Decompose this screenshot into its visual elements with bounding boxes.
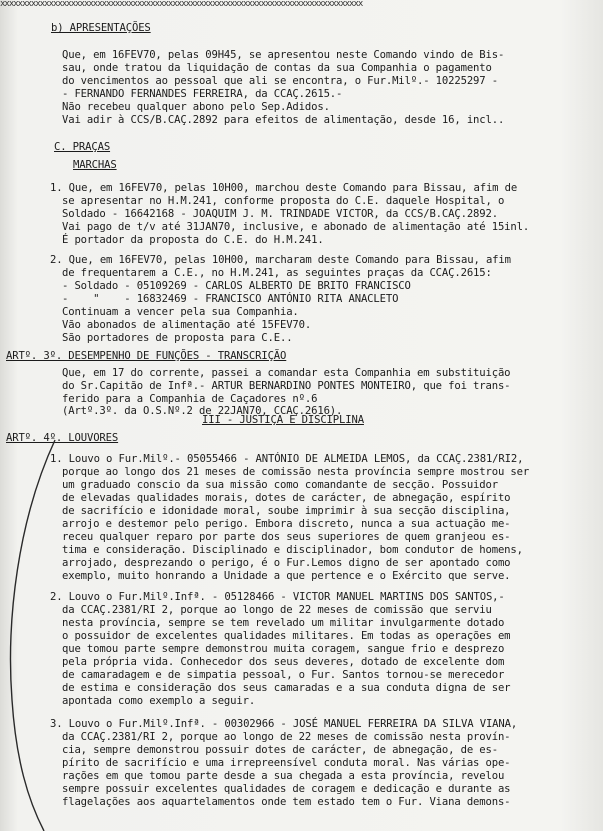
text-line: Não recebeu qualquer abono pelo Sep.Adidos. (62, 101, 330, 113)
text-line: ferido para a Companhia de Caçadores nº.6 (62, 393, 318, 405)
text-line: - " - 16832469 - FRANCISCO ANTÓNIO RITA ANACLETO (62, 293, 399, 305)
text-line: da CCAÇ.2381/RI 2, porque ao longo de 22 meses de comissão nesta provín- (62, 731, 511, 743)
text-line: (Artº.3º. da O.S.Nº.2 de 22JAN70, CCAÇ.2616). (62, 405, 343, 417)
text-line: porque ao longo dos 21 meses de comissão nesta província sempre mostrou ser (62, 466, 530, 478)
text-line: - Soldado - 05109269 - CARLOS ALBERTO DE BRITO FRANCISCO (62, 280, 411, 292)
text-line: Vai adir à CCS/B.CAÇ.2892 para efeitos de alimentação, desde 16, incl.. (62, 114, 505, 126)
section-heading: III - JUSTIÇA E DISCIPLINA (202, 414, 364, 426)
text-line: Vão abonados de alimentação até 15FEV70. (62, 319, 312, 331)
text-line: É portador da proposta do C.E. do H.M.241. (62, 234, 324, 246)
text-line: apontada como exemplo a seguir. (62, 695, 256, 707)
text-line: Continuam a vencer pela sua Companhia. (62, 306, 299, 318)
text-line: de elevadas qualidades morais, dotes de carácter, de abnegação, espírito (62, 492, 511, 504)
text-line: um graduado conscio da sua missão como comandante de secção. Possuidor (62, 479, 498, 491)
text-line: Vai pago de t/v até 31JAN70, inclusive, e abonado de alimentação até 15inl. (62, 221, 530, 233)
text-line: cia, sempre demonstrou possuir dotes de carácter, de abnegação, de es- (62, 744, 498, 756)
text-line: - FERNANDO FERNANDES FERREIRA, da CCAÇ.2615.- (62, 88, 343, 100)
text-line: de sacrifício e idonidade moral, soube imprimir à sua secção disciplina, (62, 505, 511, 517)
text-line: de frequentarem a C.E., no H.M.241, as seguintes praças da CCAÇ.2615: (62, 267, 492, 279)
text-line: nesta província, sempre se tem revelado um militar invulgarmente dotado (62, 617, 505, 629)
section-heading: b) APRESENTAÇÕES (51, 22, 151, 34)
text-line: flagelações aos aquartelamentos onde tem estado tem o Fur. Viana demons- (62, 796, 511, 808)
text-line: Soldado - 16642168 - JOAQUIM J. M. TRINDADE VICTOR, da CCS/B.CAÇ.2892. (62, 208, 498, 220)
section-heading: C. PRAÇAS (54, 141, 111, 153)
text-line: pela própria vida. Conhecedor dos seus deveres, dotado de excelente dom (62, 656, 505, 668)
text-line: arrojado, desprezando o perigo, é o Fur.Lemos digno de ser apontado como (62, 557, 511, 569)
text-line: exemplo, muito honrando a Unidade a que pertence e o Exército que serve. (62, 570, 511, 582)
text-line: de camaradagem e de simpatia pessoal, o Fur. Santos tornou-se merecedor (62, 669, 505, 681)
text-line: São portadores de proposta para C.E.. (62, 332, 293, 344)
text-line: sempre possuir excelentes qualidades de coragem e dedicação e durante as (62, 783, 511, 795)
text-line: rações em que tomou parte desde a sua chegada a esta província, revelou (62, 770, 505, 782)
text-line: de estima e consideração dos seus camaradas e a sua conduta digna de ser (62, 682, 511, 694)
text-line: Que, em 17 do corrente, passei a comandar esta Companhia em substituição (62, 367, 511, 379)
perforated-top-edge: xxxxxxxxxxxxxxxxxxxxxxxxxxxxxxxxxxxxxxxxxxxxxxxxxxxxxxxxxxxxxxxxxxxxxxxxxxxxxxxxxx (0, 0, 363, 9)
text-line: do Sr.Capitão de Infª.- ARTUR BERNARDINO PONTES MONTEIRO, que foi trans- (62, 380, 511, 392)
section-heading: MARCHAS (73, 159, 117, 171)
text-line: 2. Que, em 16FEV70, pelas 10H00, marcharam deste Comando para Bissau, afim (50, 254, 511, 266)
text-line: pírito de sacrifício e uma irrepreensível conduta moral. Nas várias ope- (62, 757, 511, 769)
text-line: 1. Que, em 16FEV70, pelas 10H00, marchou deste Comando para Bissau, afim de (50, 182, 518, 194)
text-line: 2. Louvo o Fur.Milº.Infª. - 05128466 - VICTOR MANUEL MARTINS DOS SANTOS,- (50, 591, 505, 603)
text-line: o possuidor de excelentes qualidades militares. Em todas as operações em (62, 630, 511, 642)
section-heading: ARTº. 4º. LOUVORES (6, 432, 119, 444)
text-line: 1. Louvo o Fur.Milº.- 05055466 - ANTÓNIO DE ALMEIDA LEMOS, da CCAÇ.2381/RI2, (50, 453, 524, 465)
text-line: sau, onde tratou da liquidação de contas da sua Companhia o pagamento (62, 62, 492, 74)
text-line: tima e consideração. Disciplinado e disciplinador, bom condutor de homens, (62, 544, 523, 556)
text-line: arrojo e destemor pelo perigo. Embora discreto, nunca a sua actuação me- (62, 518, 511, 530)
text-line: Que, em 16FEV70, pelas 09H45, se apresentou neste Comando vindo de Bis- (62, 49, 505, 61)
text-line: da CCAÇ.2381/RI 2, porque ao longo de 22 meses de comissão que serviu (62, 604, 492, 616)
text-line: se apresentar no H.M.241, conforme proposta do C.E. daquele Hospital, o (62, 195, 505, 207)
text-line: do vencimentos ao pessoal que ali se encontra, o Fur.Milº.- 10225297 - (62, 75, 498, 87)
text-line: 3. Louvo o Fur.Milº.Infª. - 00302966 - JOSÉ MANUEL FERREIRA DA SILVA VIANA, (50, 718, 518, 730)
text-line: que tomou parte sempre demonstrou muita coragem, sangue frio e desprezo (62, 643, 505, 655)
section-heading: ARTº. 3º. DESEMPENHO DE FUNÇÕES - TRANSCRIÇÃO (6, 350, 287, 362)
text-line: receu qualquer reparo por parte dos seus superiores de quem granjeou es- (62, 531, 511, 543)
